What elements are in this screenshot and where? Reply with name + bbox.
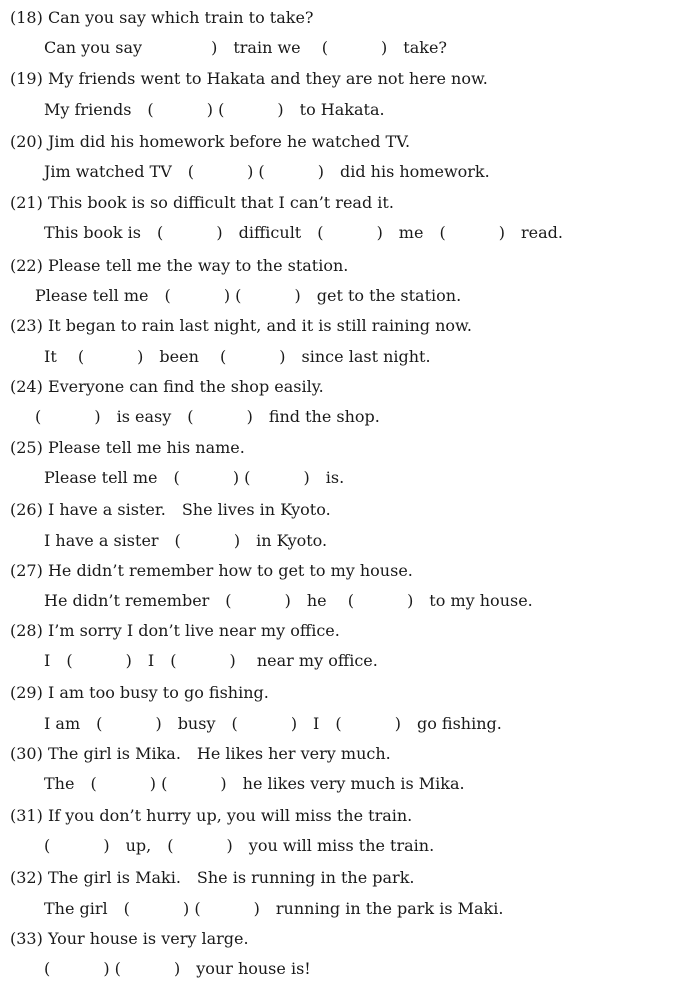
question-line (10, 8, 314, 28)
question-number: (29) (10, 683, 43, 702)
answer-line: This book is ( ) difficult ( ) me ( ) read. (44, 223, 564, 242)
question-text: Jim did his homework before he watched TV. (47, 132, 411, 151)
answer-line: He didn’t remember ( ) he ( ) to my house. (44, 591, 533, 610)
question-line (10, 438, 245, 458)
question-number: (22) (10, 256, 43, 275)
question-line (10, 193, 394, 213)
question-line (10, 744, 391, 764)
answer-line: Jim watched TV ( ) ( ) did his homework. (44, 162, 490, 181)
question-line (10, 132, 410, 152)
question-text: My friends went to Hakata and they are not here now. (47, 69, 488, 88)
question-line (10, 377, 324, 397)
question-number: (21) (10, 193, 43, 212)
question-text: Your house is very large. (47, 929, 249, 948)
question-number: (33) (10, 929, 43, 948)
question-text: It began to rain last night, and it is still raining now. (47, 316, 472, 335)
question-text: Can you say which train to take? (47, 8, 314, 27)
answer-line: I have a sister ( ) in Kyoto. (44, 531, 328, 550)
answer-line: My friends ( ) ( ) to Hakata. (44, 100, 385, 119)
answer-line: ( ) up, ( ) you will miss the train. (44, 836, 435, 855)
question-text: I am too busy to go fishing. (47, 683, 269, 702)
answer-line: I am ( ) busy ( ) I ( ) go fishing. (44, 714, 502, 733)
question-text: The girl is Mika. He likes her very much. (47, 744, 391, 763)
question-text: The girl is Maki. She is running in the park. (47, 868, 415, 887)
question-number: (28) (10, 621, 43, 640)
question-line (10, 683, 269, 703)
question-line (10, 256, 348, 276)
question-text: He didn’t remember how to get to my house. (47, 561, 413, 580)
question-number: (30) (10, 744, 43, 763)
question-number: (23) (10, 316, 43, 335)
answer-line: ( ) ( ) your house is! (44, 959, 311, 978)
question-number: (32) (10, 868, 43, 887)
question-number: (24) (10, 377, 43, 396)
question-line (10, 621, 340, 641)
question-number: (26) (10, 500, 43, 519)
question-line (10, 806, 412, 826)
question-number: (25) (10, 438, 43, 457)
question-line (10, 500, 331, 520)
question-text: I’m sorry I don’t live near my office. (47, 621, 340, 640)
answer-line: Can you say ) train we ( ) take? (44, 38, 448, 57)
question-number: (27) (10, 561, 43, 580)
question-text: I have a sister. She lives in Kyoto. (47, 500, 331, 519)
question-text: Everyone can find the shop easily. (47, 377, 324, 396)
answer-line: I ( ) I ( ) near my office. (44, 651, 378, 670)
answer-line: ( ) is easy ( ) find the shop. (35, 407, 380, 426)
answer-line: It ( ) been ( ) since last night. (44, 347, 431, 366)
answer-line: Please tell me ( ) ( ) is. (44, 468, 345, 487)
question-line (10, 316, 472, 336)
answer-line: The girl ( ) ( ) running in the park is Maki. (44, 899, 504, 918)
question-line (10, 69, 488, 89)
answer-line: Please tell me ( ) ( ) get to the station. (35, 286, 462, 305)
question-number: (31) (10, 806, 43, 825)
question-number: (20) (10, 132, 43, 151)
question-number: (19) (10, 69, 43, 88)
question-number: (18) (10, 8, 43, 27)
question-line (10, 929, 249, 949)
question-text: Please tell me his name. (47, 438, 245, 457)
question-line (10, 868, 414, 888)
question-line (10, 561, 413, 581)
question-text: This book is so difficult that I can’t read it. (47, 193, 394, 212)
question-text: If you don’t hurry up, you will miss the train. (47, 806, 413, 825)
question-text: Please tell me the way to the station. (47, 256, 349, 275)
answer-line: The ( ) ( ) he likes very much is Mika. (44, 774, 465, 793)
